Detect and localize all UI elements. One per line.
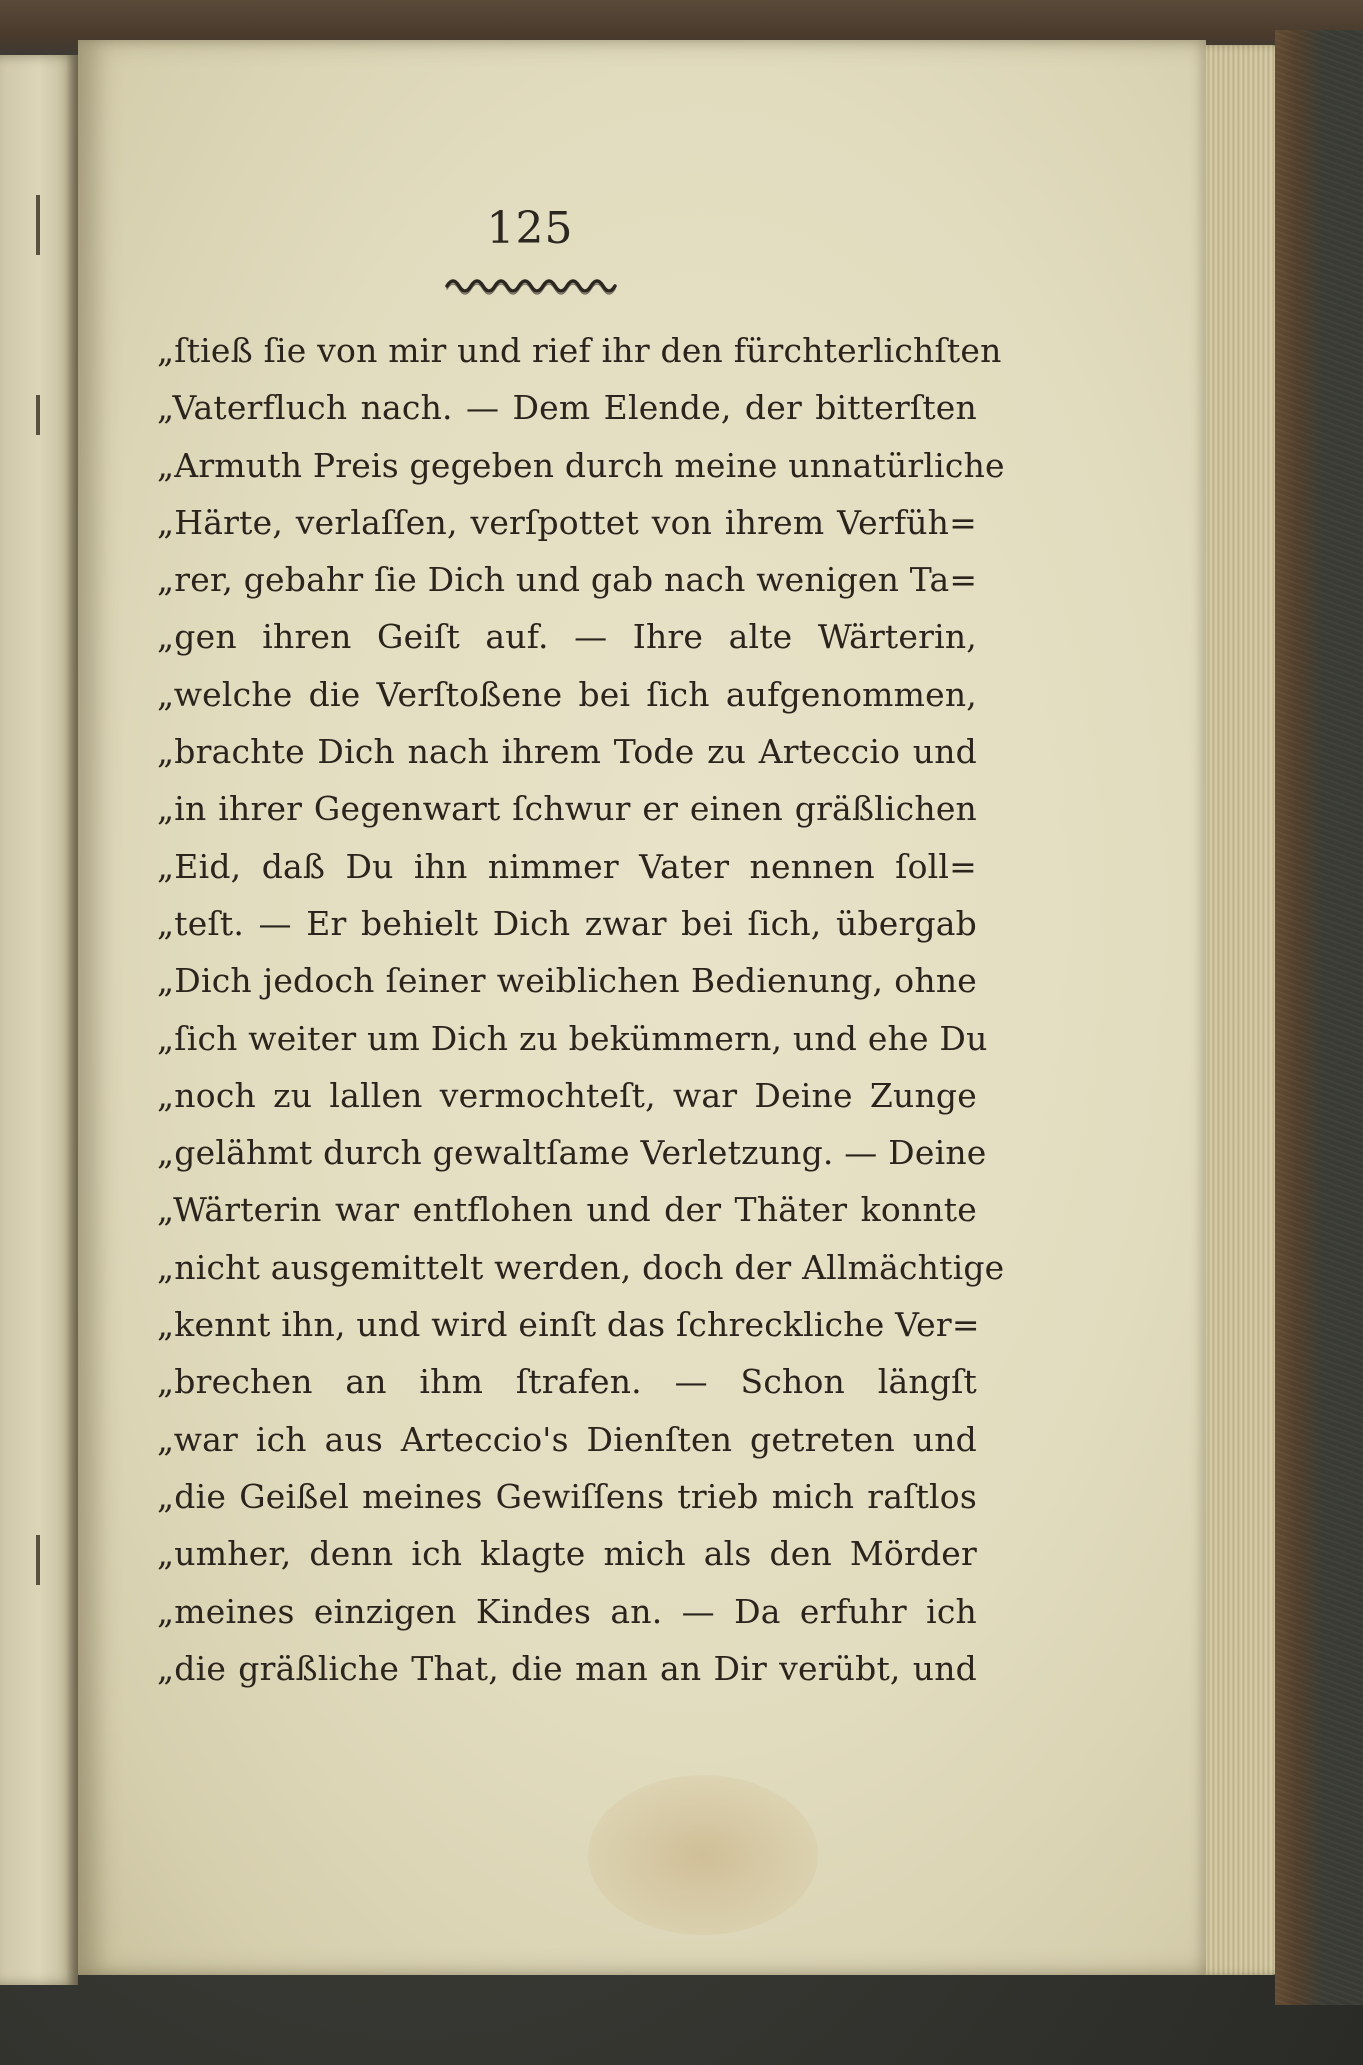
text-line: „rer, gebahr ſie Dich und gab nach wenigen Ta= xyxy=(157,560,978,600)
paper-stain xyxy=(588,1775,818,1935)
text-line: „war ich aus Arteccio's Dienſten getreten und xyxy=(157,1419,977,1459)
text-line: „welche die Verſtoßene bei ſich aufgenommen, xyxy=(157,674,977,714)
text-line: „in ihrer Gegenwart ſchwur er einen gräßlichen xyxy=(157,789,977,829)
wavy-ornament-divider xyxy=(445,272,623,296)
text-line: „Vaterfluch nach. — Dem Elende, der bitterſten xyxy=(157,388,977,428)
text-line: „teſt. — Er behielt Dich zwar bei ſich, übergab xyxy=(157,903,977,943)
book-cover-spine xyxy=(1275,30,1363,2005)
text-line: „Wärterin war entflohen und der Thäter konnte xyxy=(157,1190,977,1230)
page-number: 125 xyxy=(486,203,574,254)
text-line: „brachte Dich nach ihrem Tode zu Arteccio und xyxy=(157,732,977,772)
text-line: „die gräßliche That, die man an Dir verübt, und xyxy=(157,1648,977,1688)
text-line: „gen ihren Geiſt auf. — Ihre alte Wärterin, xyxy=(157,617,977,657)
text-line: „kennt ihn, und wird einſt das ſchreckliche Ver= xyxy=(157,1305,980,1345)
text-line: „meines einzigen Kindes an. — Da erfuhr ich xyxy=(157,1591,977,1631)
text-line: „ſich weiter um Dich zu bekümmern, und ehe Du xyxy=(157,1018,988,1058)
gutter-mark xyxy=(36,195,40,255)
previous-page-edge xyxy=(0,55,78,1985)
text-line: „nicht ausgemittelt werden, doch der Allmächtige xyxy=(157,1247,1005,1287)
gutter-mark xyxy=(36,395,40,435)
text-line: „Armuth Preis gegeben durch meine unnatürliche xyxy=(157,445,1005,485)
text-line: „umher, denn ich klagte mich als den Mörder xyxy=(157,1534,977,1574)
gutter-mark xyxy=(36,1535,40,1585)
text-line: „Dich jedoch ſeiner weiblichen Bedienung, ohne xyxy=(157,961,977,1001)
text-line: „ſtieß ſie von mir und rief ihr den fürchterlichſten xyxy=(157,331,1002,370)
text-line: „brechen an ihm ſtrafen. — Schon längſt xyxy=(157,1362,977,1402)
text-line: „gelähmt durch gewaltſame Verletzung. — Deine xyxy=(157,1133,987,1173)
text-line: „die Geißel meines Gewiſſens trieb mich raſtlos xyxy=(157,1476,977,1516)
text-line: „noch zu lallen vermochteſt, war Deine Zunge xyxy=(157,1075,977,1115)
text-line: „Eid, daß Du ihn nimmer Vater nennen ſoll= xyxy=(157,846,977,886)
page-body-text xyxy=(157,322,1005,1697)
text-line: „Härte, verlaſſen, verſpottet von ihrem Verfüh= xyxy=(157,502,977,542)
